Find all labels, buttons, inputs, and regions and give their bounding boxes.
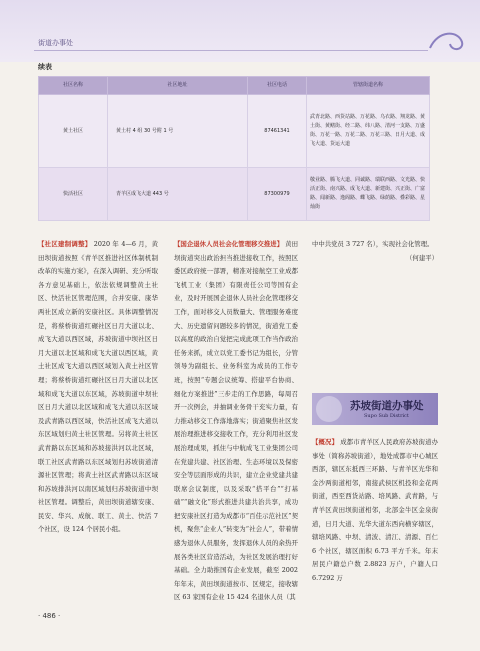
table-column-header: 管辖街道名称 (307, 77, 430, 95)
section-keyword: 【社区建制调整】 (38, 240, 92, 248)
article-column-1 (38, 238, 158, 537)
section-keyword: 【国企退休人员社会化管理移交推进】 (174, 240, 284, 248)
header-divider (34, 50, 428, 51)
table-row (39, 95, 430, 168)
banner-subtitle: Supo Sub District (364, 413, 409, 419)
banner-emblem-icon (316, 396, 342, 422)
community-name-cell: 快活社区 (39, 168, 108, 221)
community-streets-cell: 敬业路、腾飞大道、同诚路、瑞联西路、文光路、快活正街、南兴路、成飞大道、新建街、兴正街、广富路、闻新路、逸阁路、蝶飞路、绿荫路、叠彩路、星灿街 (307, 168, 430, 221)
table-column-header: 社区名称 (39, 77, 108, 95)
article-body-text-continued: 中中共党员 3 727 名），实现社会化管理。 (312, 240, 434, 248)
article-body-text: 2020 年 4—6 月，黄田坝街道按照《青羊区推进社区体制机制改革的实施方案》，在深入调研、充分听取各方意见基础上，依法依规调整黄土社区、快活社区管理范围，合并安康、康华两社区成立新的安康社区。具体调整情况是，将蔡桥街道红碾社区日月大道以北、成飞大道以西区域，苏坡街道中坝社区日月大道以北区域和成飞大道以西区域，黄土社区成飞大道以西区域划入黄土社区管理；将蔡桥街道红碾社区日月大道以北区域和成飞大道以东区域，苏坡街道中坝社区日月大道以北区域和成飞大道以东区域及武青路以西区域，快活社区成飞大道以东区域划归黄土社区管理。另将黄土社区武青路以东区域和苏坡接洪河以北区域，联工社区武青路以东区域划归苏坡街道清源社区管理；将黄土社区武青路以东区域和苏坡排洪河以南区域划归苏坡街道中坝社区管理。调整后，黄田坝街道辖安康、民安、华兴、成航、联工、黄土、快活 7 个社区，设 124 个居民小组。 (38, 240, 158, 534)
community-phone-cell: 87300979 (248, 168, 307, 221)
section-keyword: 【概况】 (312, 438, 339, 446)
article-body-text: 成都市青羊区人民政府苏坡街道办事处（简称苏坡街道），地处成都市中心城区西部，辖区东抵西三环路、与青羊区光华和金沙两街道相邻，南接武侯区机投和金花两街道，西至西货站路、培风路、武青路，与青羊区黄田坝街道相邻，北部金牛区金泉街道，日月大道、光华大道东西向横穿辖区，辖培风路、中坝、清波、清江、清源、百仁 6 个社区，辖区面积 6.73 平方千米。年末居民户籍总户数 2.8823 万户，户籍人口 6.7292 万 (312, 438, 439, 582)
running-header-title: 街道办事处 (38, 39, 73, 47)
community-address-cell: 青羊区成飞大道 443 号 (108, 168, 248, 221)
community-streets-cell: 武青北路、西货站路、万花路、乌衣路、翔龙路、黄土街、黄鳝街、经二路、纬八路、清河一支路、万盛街、万花一路、万花二路、万花三路、日月大道、成飞大道、货运大道 (307, 95, 430, 168)
article-body-text: 黄田坝街道突出政治担当推进接收工作，按照区委区政府统一部署，精准对接航空工业成都飞机工业（集团）有限责任公司等国有企业，及时开展国企退休人员社会化管理移交工作，面对移交人员数量大、管理服务难度大、历史遗留问题较多的情况，街道党工委以高度的政治自觉把完成此项工作当作政治任务来抓，成立以党工委书记为组长，分管领导为副组长、业务科室为成员的工作专班，按照“专题会议统筹、搭建平台协商、细化方案推进”三步走的工作思路，每周召开一次例会，并抽调业务骨干充实力量，有力推动移交工作落地落实；街道聚焦社区发展治理推进移交接收工作，充分利用社区发展治理成果，抓住与中航成飞工业集团公司在党建共建、社区治理、生态环境以及保密安全等层面形成的共识，建立企业党建共建联席会议制度，以及采取“搭平台”“打基础”“融文化”形式推进共建共治共享，成功把安康社区打造为成都市“百佳示范社区”契机，聚焦“企业人”转变为“社会人”，带着情感为退休人员服务，发挥退休人员的余热开展各类社区营造活动，为社区发展治理打好基础。全力助推国有企业发展，截至 2002 年年末，黄田坝街道按市、区规定，接收辖区 63 家国有企业 15 424 名退休人员（其 (174, 240, 298, 602)
table-column-header: 社区地址 (108, 77, 248, 95)
article-column-2 (174, 238, 298, 605)
banner-title: 苏坡街道办事处 (350, 400, 424, 412)
table-header-row (39, 77, 430, 95)
table-column-header: 社区电话 (248, 77, 307, 95)
section-banner (312, 393, 438, 425)
swirl-ornament-icon (428, 28, 466, 54)
article-column-3 (312, 238, 438, 265)
table-row (39, 168, 430, 221)
table-label: 续表 (38, 63, 52, 71)
community-table (38, 76, 430, 221)
article-column-3-overview (312, 436, 438, 586)
header-band (0, 0, 480, 62)
author-credit: （何建平） (406, 253, 438, 262)
community-address-cell: 黄土村 4 组 30 号附 1 号 (108, 95, 248, 168)
page-number: · 486 · (38, 612, 61, 620)
community-name-cell: 黄土社区 (39, 95, 108, 168)
community-phone-cell: 87461341 (248, 95, 307, 168)
